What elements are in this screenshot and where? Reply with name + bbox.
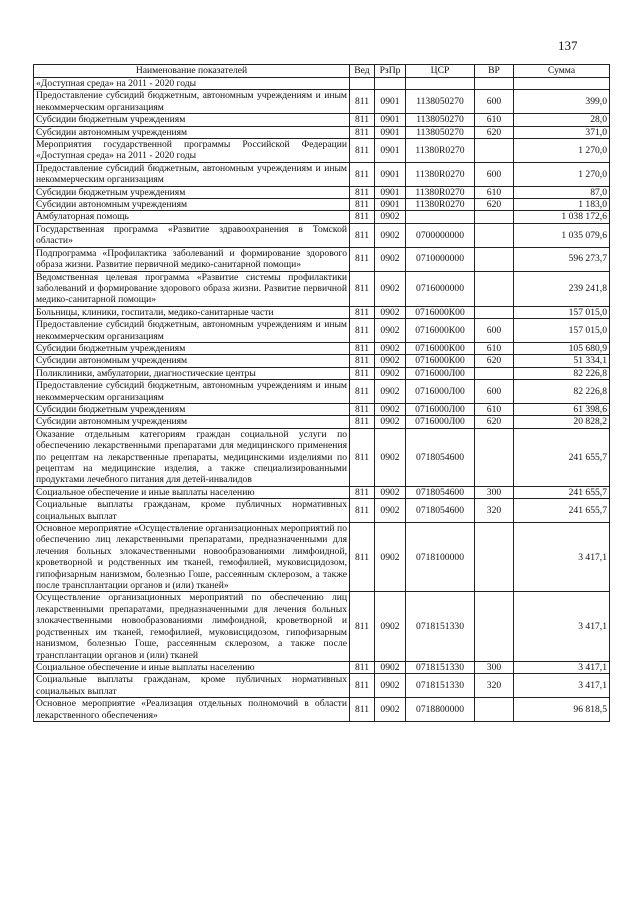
row-csr: 0716000000 [406,271,475,306]
row-csr: 0700000000 [406,223,475,247]
row-ved: 811 [350,162,375,186]
table-row [34,367,610,379]
row-name: Больницы, клиники, госпитали, медико-санитарные части [34,306,350,318]
row-ved: 811 [350,139,375,163]
table-row [34,247,610,271]
row-csr: 1138050270 [406,90,475,114]
row-vr [475,523,514,592]
row-rzpr: 0902 [375,661,406,673]
row-vr [475,306,514,318]
row-sum: 1 038 172,6 [514,211,610,223]
header-ved: Вед [350,65,375,78]
row-rzpr: 0902 [375,271,406,306]
row-rzpr: 0902 [375,403,406,415]
row-rzpr: 0902 [375,306,406,318]
row-rzpr: 0902 [375,211,406,223]
row-csr: 11380R0270 [406,139,475,163]
table-row [34,211,610,223]
row-ved: 811 [350,247,375,271]
row-sum: 96 818,5 [514,698,610,722]
row-vr: 620 [475,199,514,211]
row-name: Субсидии автономным учреждениям [34,416,350,428]
row-ved: 811 [350,306,375,318]
row-vr [475,211,514,223]
table-row [34,114,610,126]
row-csr: 0718151330 [406,674,475,698]
row-vr: 610 [475,342,514,354]
row-ved: 811 [350,126,375,138]
row-sum: 239 241,8 [514,271,610,306]
row-csr: 0710000000 [406,247,475,271]
table-row [34,78,610,90]
row-rzpr: 0902 [375,367,406,379]
row-ved: 811 [350,428,375,486]
row-name: «Доступная среда» на 2011 - 2020 годы [34,78,350,90]
row-csr: 0718054600 [406,428,475,486]
row-csr: 0718054600 [406,499,475,523]
row-name: Субсидии автономным учреждениям [34,199,350,211]
row-rzpr: 0901 [375,126,406,138]
row-sum: 596 273,7 [514,247,610,271]
row-rzpr: 0902 [375,416,406,428]
row-rzpr: 0902 [375,247,406,271]
table-row [34,416,610,428]
table-row [34,698,610,722]
row-rzpr: 0901 [375,90,406,114]
row-name: Основное мероприятие «Осуществление организационных мероприятий по обеспечению лиц лекарственными препаратами, предназначенными для лечения больных злокачественными новообразованиями лимфоидной, кроветворной и родственных им тканей, гемофилией, муковисцидозом, гипофизарным нанизмом, болезнью Гоше, рассеянным склерозом, а также после трансплантации органов и (или) тканей» [34,523,350,592]
table-row [34,223,610,247]
row-ved: 811 [350,355,375,367]
row-ved: 811 [350,186,375,198]
table-header-row [34,65,610,78]
row-ved: 811 [350,674,375,698]
row-name: Оказание отдельным категориям граждан социальной услуги по обеспечению лекарственными препаратами для медицинского применения по рецептам на лекарственные препараты, медицинскими изделиями по рецептам на медицинские изделия, а также специализированными продуктами лечебного питания для детей-инвалидов [34,428,350,486]
row-sum: 1 183,0 [514,199,610,211]
row-name: Субсидии бюджетным учреждениям [34,114,350,126]
row-vr [475,271,514,306]
row-vr: 610 [475,114,514,126]
row-sum: 1 270,0 [514,162,610,186]
row-ved: 811 [350,211,375,223]
row-vr [475,592,514,661]
row-vr: 620 [475,416,514,428]
row-sum: 51 334,1 [514,355,610,367]
row-ved: 811 [350,223,375,247]
table-row [34,90,610,114]
row-vr: 300 [475,486,514,498]
row-sum: 28,0 [514,114,610,126]
header-rzpr: РзПр [375,65,406,78]
row-name: Государственная программа «Развитие здравоохранения в Томской области» [34,223,350,247]
row-ved: 811 [350,367,375,379]
table-row [34,355,610,367]
budget-table [33,64,610,722]
row-sum: 241 655,7 [514,486,610,498]
table-row [34,403,610,415]
table-row [34,126,610,138]
row-name: Субсидии автономным учреждениям [34,126,350,138]
row-sum: 1 035 079,6 [514,223,610,247]
row-csr: 0716000К00 [406,306,475,318]
row-csr: 0718151330 [406,592,475,661]
row-name: Предоставление субсидий бюджетным, автономным учреждениям и иным некоммерческим организациям [34,162,350,186]
row-csr: 0718151330 [406,661,475,673]
row-rzpr: 0901 [375,139,406,163]
row-ved [350,78,375,90]
row-rzpr: 0902 [375,223,406,247]
table-row [34,499,610,523]
row-sum: 87,0 [514,186,610,198]
row-name: Социальные выплаты гражданам, кроме публичных нормативных социальных выплат [34,674,350,698]
row-rzpr: 0901 [375,199,406,211]
row-sum: 3 417,1 [514,523,610,592]
row-vr [475,139,514,163]
header-csr: ЦСР [406,65,475,78]
row-sum: 241 655,7 [514,499,610,523]
row-rzpr: 0902 [375,428,406,486]
row-sum: 1 270,0 [514,139,610,163]
row-csr: 0718800000 [406,698,475,722]
row-name: Социальные выплаты гражданам, кроме публичных нормативных социальных выплат [34,499,350,523]
row-rzpr: 0902 [375,486,406,498]
row-csr: 0716000К00 [406,342,475,354]
row-sum: 3 417,1 [514,661,610,673]
row-sum: 61 398,6 [514,403,610,415]
row-ved: 811 [350,416,375,428]
row-sum: 399,0 [514,90,610,114]
header-sum: Сумма [514,65,610,78]
row-ved: 811 [350,698,375,722]
row-csr: 11380R0270 [406,186,475,198]
row-ved: 811 [350,114,375,126]
row-csr: 11380R0270 [406,162,475,186]
row-name: Субсидии бюджетным учреждениям [34,186,350,198]
row-name: Предоставление субсидий бюджетным, автономным учреждениям и иным некоммерческим организациям [34,90,350,114]
row-name: Субсидии бюджетным учреждениям [34,403,350,415]
table-row [34,428,610,486]
row-csr: 1138050270 [406,126,475,138]
row-rzpr: 0902 [375,355,406,367]
row-csr: 0718054600 [406,486,475,498]
row-vr: 600 [475,162,514,186]
row-name: Амбулаторная помощь [34,211,350,223]
row-vr: 610 [475,403,514,415]
row-name: Ведомственная целевая программа «Развитие системы профилактики заболеваний и формирование здорового образа жизни. Развитие первичной медико-санитарной помощи» [34,271,350,306]
row-sum: 3 417,1 [514,592,610,661]
row-vr [475,78,514,90]
row-ved: 811 [350,486,375,498]
row-csr: 0716000К00 [406,319,475,343]
row-sum: 157 015,0 [514,306,610,318]
row-sum: 371,0 [514,126,610,138]
row-ved: 811 [350,523,375,592]
row-sum [514,78,610,90]
row-vr [475,428,514,486]
table-row [34,186,610,198]
table-row [34,486,610,498]
page-number: 137 [558,38,578,53]
row-csr: 11380R0270 [406,199,475,211]
row-ved: 811 [350,319,375,343]
table-row [34,139,610,163]
row-name: Предоставление субсидий бюджетным, автономным учреждениям и иным некоммерческим организациям [34,380,350,404]
row-sum: 82 226,8 [514,367,610,379]
row-name: Субсидии бюджетным учреждениям [34,342,350,354]
table-row [34,319,610,343]
row-vr: 320 [475,499,514,523]
row-rzpr: 0902 [375,523,406,592]
row-name: Осуществление организационных мероприятий по обеспечению лиц лекарственными препаратами, предназначенными для лечения больных злокачественными новообразованиями лимфоидной, кроветворной и родственных им тканей, гемофилией, муковисцидозом, гипофизарным нанизмом, болезнью Гоше, рассеянным склерозом, а также после трансплантации органов и (или) тканей [34,592,350,661]
row-name: Поликлиники, амбулатории, диагностические центры [34,367,350,379]
row-vr: 620 [475,355,514,367]
row-csr: 0718100000 [406,523,475,592]
table-row [34,674,610,698]
table-row [34,380,610,404]
row-vr: 620 [475,126,514,138]
row-sum: 105 680,9 [514,342,610,354]
row-ved: 811 [350,403,375,415]
table-row [34,271,610,306]
row-vr [475,698,514,722]
row-vr: 300 [475,661,514,673]
row-csr: 0716000Л00 [406,367,475,379]
row-vr: 610 [475,186,514,198]
row-vr [475,367,514,379]
row-ved: 811 [350,661,375,673]
row-csr: 0716000К00 [406,355,475,367]
row-name: Подпрограмма «Профилактика заболеваний и формирование здорового образа жизни. Развитие первичной медико-санитарной помощи» [34,247,350,271]
table-row [34,306,610,318]
row-rzpr: 0902 [375,698,406,722]
row-rzpr: 0902 [375,342,406,354]
row-csr [406,78,475,90]
row-sum: 82 226,8 [514,380,610,404]
header-vr: ВР [475,65,514,78]
row-rzpr: 0902 [375,499,406,523]
row-sum: 20 828,2 [514,416,610,428]
row-csr: 0716000Л00 [406,403,475,415]
row-name: Предоставление субсидий бюджетным, автономным учреждениям и иным некоммерческим организациям [34,319,350,343]
row-rzpr: 0902 [375,319,406,343]
row-name: Субсидии автономным учреждениям [34,355,350,367]
row-ved: 811 [350,271,375,306]
row-rzpr: 0901 [375,114,406,126]
header-name: Наименование показателей [34,65,350,78]
table-row [34,342,610,354]
table-row [34,523,610,592]
row-vr: 600 [475,380,514,404]
row-rzpr: 0902 [375,674,406,698]
row-vr: 600 [475,90,514,114]
row-ved: 811 [350,380,375,404]
row-sum: 241 655,7 [514,428,610,486]
row-name: Мероприятия государственной программы Российской Федерации «Доступная среда» на 2011 - 2020 годы [34,139,350,163]
row-ved: 811 [350,90,375,114]
row-name: Основное мероприятие «Реализация отдельных полномочий в области лекарственного обеспечения» [34,698,350,722]
row-sum: 3 417,1 [514,674,610,698]
table-row [34,199,610,211]
row-sum: 157 015,0 [514,319,610,343]
table-row [34,661,610,673]
row-vr: 600 [475,319,514,343]
row-csr: 0716000Л00 [406,416,475,428]
row-rzpr: 0902 [375,380,406,404]
row-rzpr: 0901 [375,186,406,198]
row-vr [475,247,514,271]
row-rzpr: 0902 [375,592,406,661]
row-ved: 811 [350,592,375,661]
row-csr [406,211,475,223]
row-csr: 1138050270 [406,114,475,126]
row-rzpr: 0901 [375,162,406,186]
row-csr: 0716000Л00 [406,380,475,404]
row-vr: 320 [475,674,514,698]
row-name: Социальное обеспечение и иные выплаты населению [34,661,350,673]
row-name: Социальное обеспечение и иные выплаты населению [34,486,350,498]
table-row [34,592,610,661]
row-vr [475,223,514,247]
table-row [34,162,610,186]
row-ved: 811 [350,499,375,523]
row-ved: 811 [350,199,375,211]
row-ved: 811 [350,342,375,354]
row-rzpr [375,78,406,90]
